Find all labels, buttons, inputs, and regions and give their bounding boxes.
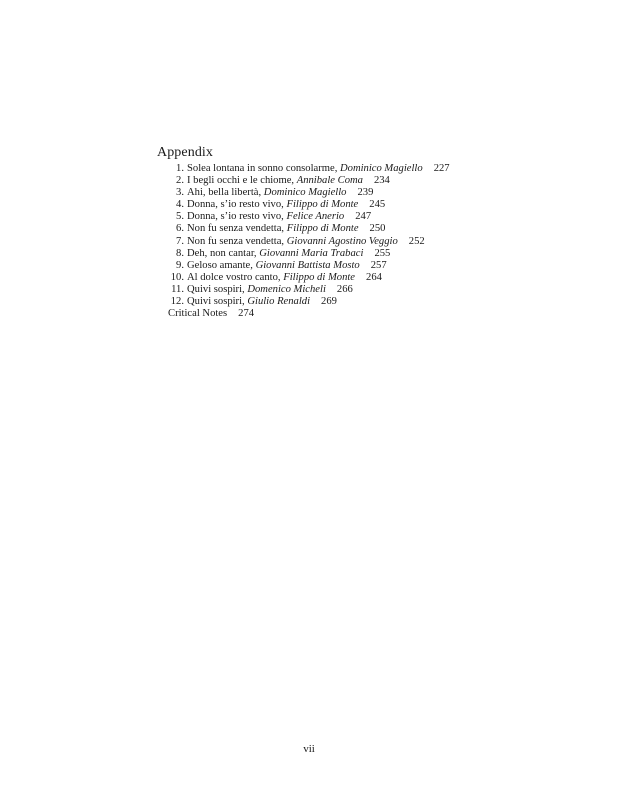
critical-notes-entry [157, 308, 497, 320]
entry-page: 245 [369, 199, 386, 211]
appendix-entry-list [157, 163, 497, 320]
entry-title: Geloso amante, [187, 259, 253, 271]
entry-composer: Giovanni Maria Trabaci [259, 247, 364, 259]
entry-composer: Filippo di Monte [286, 223, 359, 235]
appendix-contents [157, 144, 497, 320]
entry-page: 266 [336, 283, 353, 295]
entry-title: Deh, non cantar, [187, 247, 257, 259]
entry-title: Al dolce vostro canto, [187, 271, 281, 283]
entry-title: Ahi, bella libertà, [187, 187, 262, 199]
entry-composer: Filippo di Monte [283, 271, 356, 283]
entry-title: Solea lontana in sonno consolarme, [187, 163, 338, 174]
entry-composer: Dominico Magiello [263, 187, 347, 199]
appendix-entry [157, 260, 497, 272]
entry-number: 6. [176, 223, 184, 235]
entry-page: 257 [370, 259, 387, 271]
entry-page: 234 [373, 175, 390, 187]
entry-composer: Dominico Magiello [340, 163, 423, 174]
entry-number: 3. [176, 187, 184, 199]
entry-page: 252 [408, 235, 425, 247]
appendix-entry [157, 187, 497, 199]
entry-page: 250 [369, 223, 386, 235]
entry-title: Quivi sospiri, [187, 283, 245, 295]
entry-page: 264 [366, 271, 382, 283]
appendix-entry [157, 175, 497, 187]
appendix-entry [157, 284, 497, 296]
entry-composer: Felice Anerio [286, 211, 345, 223]
entry-composer: Domenico Micheli [247, 283, 326, 295]
entry-number: 11. [171, 283, 184, 295]
entry-page: 269 [321, 296, 337, 308]
appendix-entry [157, 236, 497, 248]
entry-number: 7. [176, 235, 184, 247]
appendix-entry [157, 163, 497, 175]
entry-composer: Annibale Coma [296, 175, 363, 187]
entry-number: 4. [176, 199, 184, 211]
entry-composer: Giovanni Battista Mosto [255, 259, 360, 271]
page-number: vii [303, 743, 315, 755]
entry-title: Donna, s’io resto vivo, [187, 199, 284, 211]
entry-page: 239 [357, 187, 374, 199]
entry-title: Donna, s’io resto vivo, [187, 211, 284, 223]
entry-composer: Filippo di Monte [286, 199, 359, 211]
entry-title: Quivi sospiri, [187, 296, 245, 308]
entry-title: Non fu senza vendetta, [187, 223, 285, 235]
entry-number: 5. [176, 211, 184, 223]
critical-notes-page: 274 [238, 308, 255, 320]
appendix-entry [157, 296, 497, 308]
appendix-entry [157, 211, 497, 223]
entry-number: 2. [176, 175, 184, 187]
entry-composer: Giovanni Agostino Veggio [286, 235, 398, 247]
appendix-entry [157, 272, 497, 284]
appendix-entry [157, 223, 497, 235]
entry-page: 247 [355, 211, 372, 223]
entry-page: 227 [433, 163, 450, 174]
entry-page: 255 [374, 247, 391, 259]
appendix-entry [157, 248, 497, 260]
entry-number: 10. [170, 271, 184, 283]
entry-number: 12. [170, 296, 184, 308]
entry-number: 1. [176, 163, 184, 174]
appendix-heading: Appendix [157, 145, 214, 160]
entry-title: Non fu senza vendetta, [187, 235, 285, 247]
entry-number: 9. [176, 259, 184, 271]
entry-title: I begli occhi e le chiome, [187, 175, 295, 187]
entry-number: 8. [176, 247, 184, 259]
appendix-entry [157, 199, 497, 211]
critical-notes-label: Critical Notes [168, 308, 228, 320]
entry-composer: Giulio Renaldi [247, 296, 311, 308]
